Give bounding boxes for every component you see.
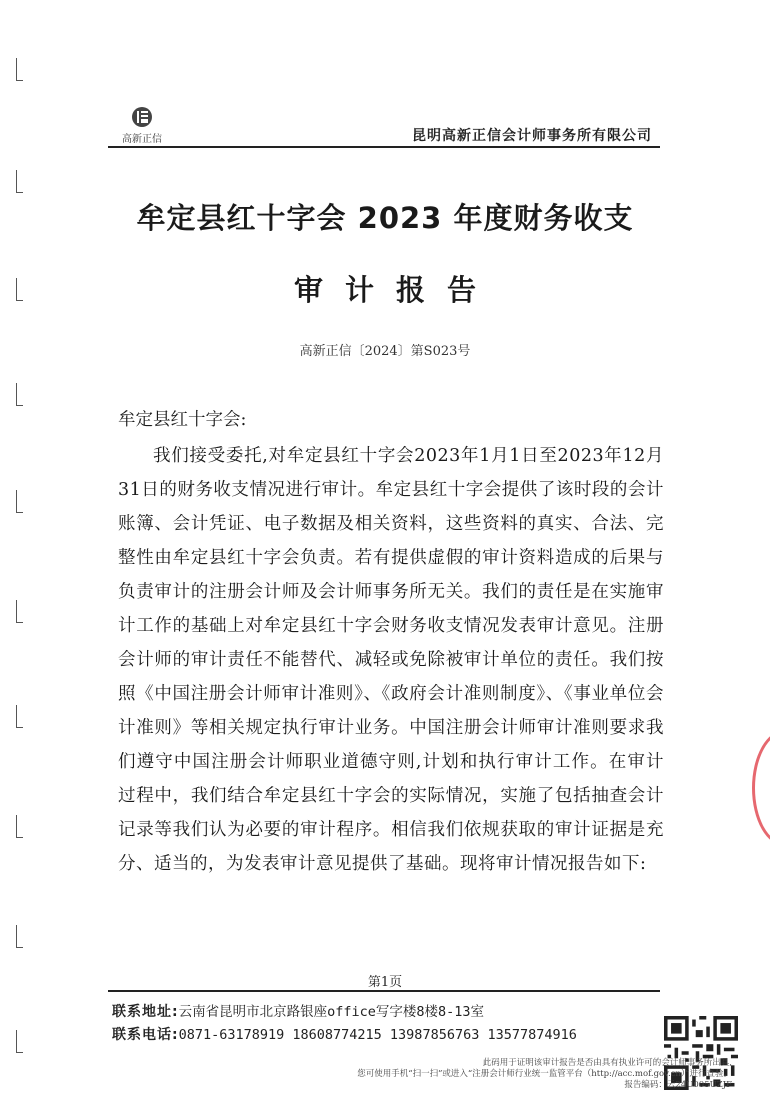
binding-mark — [16, 815, 23, 838]
contact-phone — [112, 1024, 577, 1044]
page-number: 第1页 — [367, 975, 403, 990]
verification-line-3: 报告编码：云24U005UZJF — [624, 1080, 732, 1090]
binding-mark — [16, 925, 23, 948]
report-number: 高新正信〔2024〕第S023号 — [299, 344, 471, 359]
binding-mark — [16, 170, 23, 193]
binding-mark — [16, 58, 23, 81]
binding-mark — [16, 490, 23, 513]
phone-label: 联系电话: — [112, 1027, 179, 1043]
salutation: 牟定县红十字会: — [118, 410, 247, 430]
binding-mark — [16, 705, 23, 728]
firm-logo-icon — [131, 106, 153, 128]
binding-mark — [16, 383, 23, 406]
address-label: 联系地址: — [112, 1004, 179, 1020]
address-value: 云南省昆明市北京路银座office写字楼8楼8-13室 — [178, 1004, 485, 1020]
phone-value: 0871-63178919 18608774215 13987856763 13577874916 — [178, 1027, 577, 1043]
logo-text: 高新正信 — [122, 134, 162, 145]
footer-divider — [108, 990, 660, 992]
binding-mark — [16, 600, 23, 623]
report-title: 牟定县红十字会 2023 年度财务收支 — [136, 201, 634, 235]
header-divider — [108, 146, 660, 148]
report-body: 我们接受委托,对牟定县红十字会2023年1月1日至2023年12月31日的财务收支情况进行审计。牟定县红十字会提供了该时段的会计账簿、会计凭证、电子数据及相关资料，这些资料的真实、合法、完整性由牟定县红十字会负责。若有提供虚假的审计资料造成的后果与负责审计的注册会计师及会计师事务所无关。我们的责任是在实施审计工作的基础上对牟定县红十字会财务收支情况发表审计意见。注册会计师的审计责任不能替代、减轻或免除被审计单位的责任。我们按照《中国注册会计师审计准则》、《政府会计准则制度》、《事业单位会计准则》等相关规定执行审计业务。中国注册会计师审计准则要求我们遵守中国注册会计师职业道德守则,计划和执行审计工作。在审计过程中，我们结合牟定县红十字会的实际情况，实施了包括抽查会计记录等我们认为必要的审计程序。相信我们依规获取的审计证据是充分、适当的，为发表审计意见提供了基础。现将审计情况报告如下: — [118, 446, 664, 874]
verification-note — [262, 1058, 732, 1091]
firm-logo — [112, 106, 172, 145]
report-subtitle: 审计报告 — [293, 273, 498, 307]
firm-name: 昆明高新正信会计师事务所有限公司 — [412, 128, 652, 144]
verification-line-1: 此码用于证明该审计报告是否由具有执业许可的会计师事务所出具, — [482, 1058, 732, 1068]
binding-mark — [16, 1030, 23, 1053]
verification-line-2: 您可使用手机“扫一扫”或进入“注册会计师行业统一监管平台（http://acc.mof.gov.cn）”进行查验。 — [357, 1069, 732, 1079]
red-seal-stamp — [752, 730, 770, 846]
contact-address — [112, 1000, 484, 1021]
